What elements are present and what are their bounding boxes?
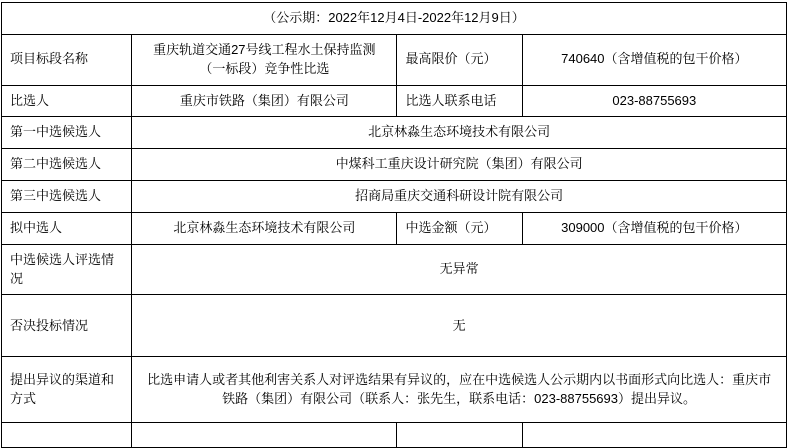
row-label-project-name: 项目标段名称 [2, 34, 132, 85]
row-value-candidate-3: 招商局重庆交通科研设计院有限公司 [132, 181, 787, 213]
table-row-bottom-strip [2, 423, 787, 448]
table-row [2, 181, 787, 213]
table-row [2, 357, 787, 423]
row-label-proposed-winner: 拟中选人 [2, 212, 132, 244]
row-label-selector-phone: 比选人联系电话 [397, 85, 522, 117]
bottom-cell-2 [132, 423, 397, 448]
row-value-winning-amount: 309000（含增值税的包干价格） [522, 212, 786, 244]
objection-line-1: 比选申请人或者其他利害关系人对评选结果有异议的，应在中选候选人公示期内以书面形式向比选人：重庆市 [147, 372, 772, 388]
row-label-candidate-3: 第三中选候选人 [2, 181, 132, 213]
bottom-cell-1 [2, 423, 132, 448]
notice-period-title: （公示期：2022年12月4日-2022年12月9日） [2, 3, 787, 35]
public-notice-table [1, 2, 787, 448]
table-row [2, 34, 787, 85]
table-row [2, 117, 787, 149]
row-value-proposed-winner: 北京林淼生态环境技术有限公司 [132, 212, 397, 244]
bottom-cell-4 [522, 423, 786, 448]
row-label-veto: 否决投标情况 [2, 295, 132, 357]
table-row [2, 295, 787, 357]
row-label-objection: 提出异议的渠道和方式 [2, 357, 132, 423]
row-value-evaluation: 无异常 [132, 244, 787, 295]
row-value-max-price: 740640（含增值税的包干价格） [522, 34, 786, 85]
row-value-candidate-2: 中煤科工重庆设计研究院（集团）有限公司 [132, 149, 787, 181]
bottom-cell-3 [397, 423, 522, 448]
table-row-title [2, 3, 787, 35]
table-row [2, 244, 787, 295]
row-value-selector: 重庆市铁路（集团）有限公司 [132, 85, 397, 117]
row-label-max-price: 最高限价（元） [397, 34, 522, 85]
row-value-project-name: 重庆轨道交通27号线工程水土保持监测（一标段）竞争性比选 [132, 34, 397, 85]
row-value-selector-phone: 023-88755693 [522, 85, 786, 117]
table-row [2, 212, 787, 244]
objection-line-2: 铁路（集团）有限公司（联系人：张先生，联系电话：023-88755693）提出异议。 [222, 390, 696, 406]
row-label-evaluation: 中选候选人评选情况 [2, 244, 132, 295]
row-value-candidate-1: 北京林淼生态环境技术有限公司 [132, 117, 787, 149]
row-value-objection [132, 357, 787, 423]
document-sheet [0, 2, 788, 441]
table-row [2, 85, 787, 117]
table-row [2, 149, 787, 181]
row-label-winning-amount: 中选金额（元） [397, 212, 522, 244]
row-label-selector: 比选人 [2, 85, 132, 117]
row-label-candidate-1: 第一中选候选人 [2, 117, 132, 149]
row-label-candidate-2: 第二中选候选人 [2, 149, 132, 181]
row-value-veto: 无 [132, 295, 787, 357]
